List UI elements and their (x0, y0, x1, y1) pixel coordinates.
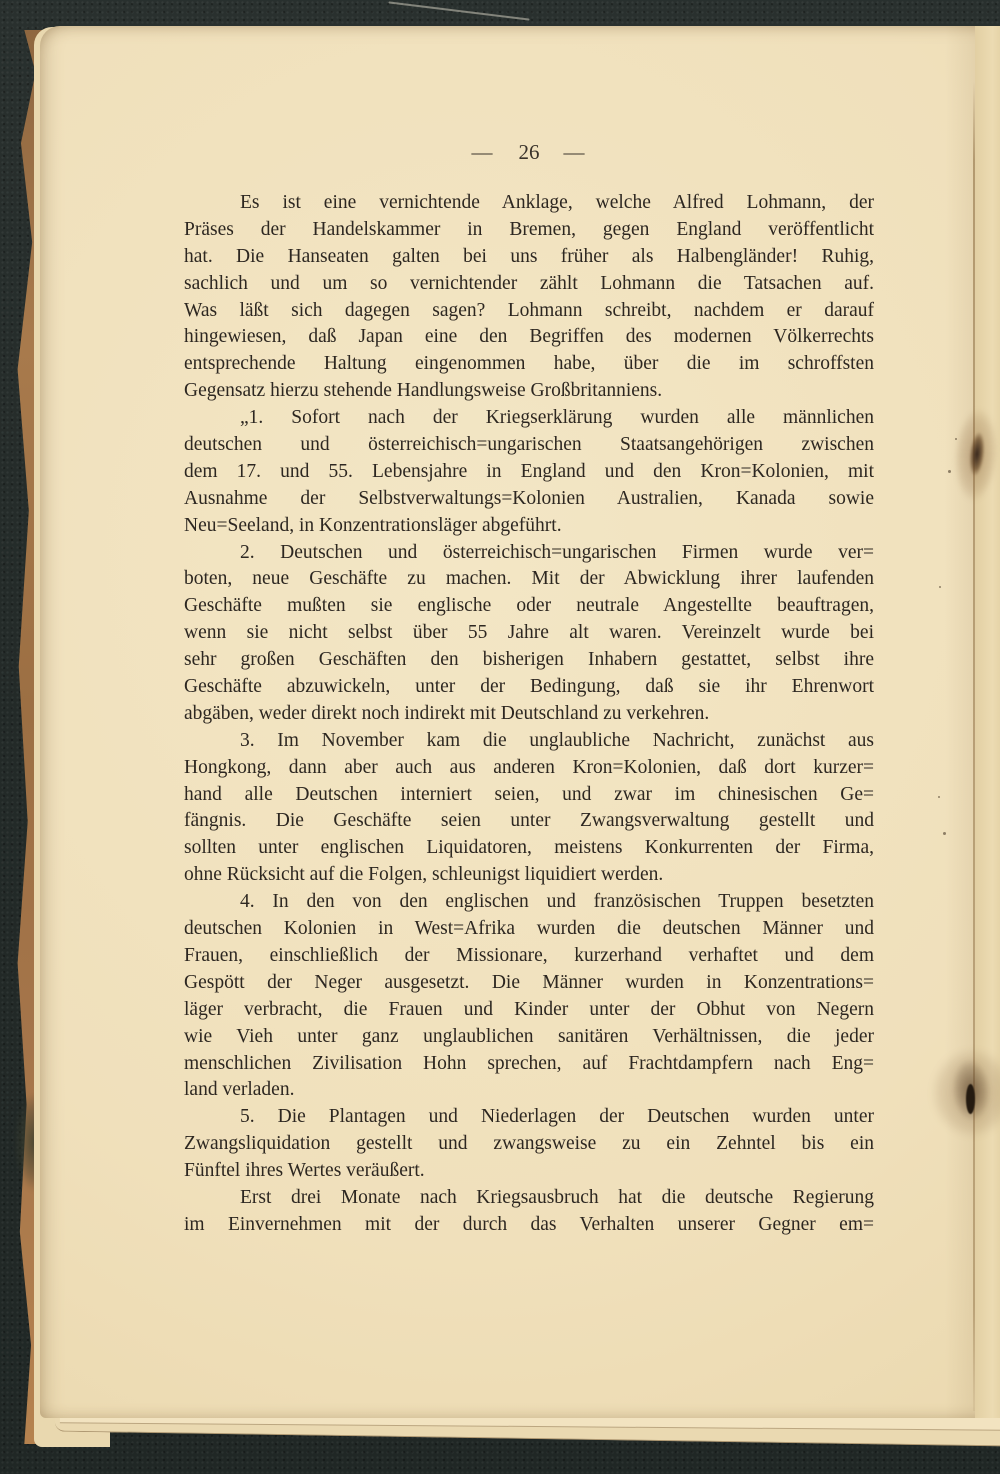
ink-stain (966, 1084, 975, 1114)
text-line: sachlich und um so vernichtender zählt Lohmann die Tatsachen auf. (184, 272, 874, 294)
text-line: Frauen, einschließlich der Missionare, kurzerhand verhaftet und dem (184, 944, 874, 966)
page-header (184, 140, 874, 165)
text-line: boten, neue Geschäfte zu machen. Mit der Abwicklung ihrer laufenden (184, 568, 874, 590)
text-line: hat. Die Hanseaten galten bei uns früher als Halbengländer! Ruhig, (184, 245, 874, 267)
dust-speck (938, 796, 940, 798)
text-line: Was läßt sich dagegen sagen? Lohmann schreibt, nachdem er darauf (184, 299, 874, 321)
text-line: entsprechende Haltung eingenommen habe, über die im schroffsten (184, 353, 874, 375)
text-line: abgäben, weder direkt noch indirekt mit Deutschland zu verkehren. (184, 702, 710, 724)
text-line: fängnis. Die Geschäfte seien unter Zwangsverwaltung gestellt und (184, 810, 874, 832)
text-line: 2. Deutschen und österreichisch=ungarischen Firmen wurde ver= (240, 541, 874, 563)
gutter-shading (945, 26, 975, 1418)
book-page (40, 26, 1000, 1418)
page-gutter-strip (975, 26, 1000, 1418)
dust-speck (948, 470, 951, 473)
text-line: Hongkong, dann aber auch aus anderen Kron=Kolonien, daß dort kurzer= (184, 756, 874, 778)
text-line: ohne Rücksicht auf die Folgen, schleunigst liquidiert werden. (184, 864, 664, 886)
text-line: sehr großen Geschäften den bisherigen Inhabern gestattet, selbst ihre (184, 649, 874, 671)
dust-speck (955, 438, 957, 440)
text-line: sollten unter englischen Liquidatoren, meistens Konkurrenten der Firma, (184, 837, 874, 859)
dust-speck (939, 586, 941, 588)
text-line: hand alle Deutschen interniert seien, und zwar im chinesischen Ge= (184, 783, 874, 805)
text-line: Geschäfte abzuwickeln, unter der Bedingung, daß sie ihr Ehrenwort (184, 676, 874, 698)
text-line: Es ist eine vernichtende Anklage, welche Alfred Lohmann, der (240, 192, 874, 213)
header-dash: — (471, 140, 495, 164)
text-line: läger verbracht, die Frauen und Kinder unter der Obhut von Negern (184, 998, 874, 1020)
text-line: 5. Die Plantagen und Niederlagen der Deutschen wurden unter (240, 1106, 874, 1128)
text-line: 4. In den von den englischen und französischen Truppen besetzten (240, 891, 874, 913)
header-dash: — (563, 140, 587, 164)
text-line: dem 17. und 55. Lebensjahre in England und den Kron=Kolonien, mit (184, 460, 874, 482)
text-line: wie Vieh unter ganz unglaublichen sanitären Verhältnissen, die jeder (184, 1025, 874, 1047)
text-line: Neu=Seeland, in Konzentrationsläger abgeführt. (184, 514, 562, 536)
text-line: „1. Sofort nach der Kriegserklärung wurden alle männlichen (240, 407, 874, 429)
text-line: Erst drei Monate nach Kriegsausbruch hat die deutsche Regierung (240, 1186, 874, 1208)
text-line: Gespött der Neger ausgesetzt. Die Männer wurden in Konzentrations= (184, 971, 874, 993)
body-text (184, 190, 874, 1239)
text-line: Zwangsliquidation gestellt und zwangsweise zu ein Zehntel bis ein (184, 1133, 874, 1155)
text-line: 3. Im November kam die unglaubliche Nachricht, zunächst aus (240, 729, 874, 751)
text-line: Gegensatz hierzu stehende Handlungsweise Großbritanniens. (184, 380, 663, 402)
text-line: land verladen. (184, 1079, 295, 1101)
text-line: deutschen und österreichisch=ungarischen Staatsangehörigen zwischen (184, 434, 874, 456)
text-line: Präses der Handelskammer in Bremen, gegen England veröffentlicht (184, 218, 874, 240)
text-line: deutschen Kolonien in West=Afrika wurden die deutschen Männer und (184, 918, 874, 940)
text-line: menschlichen Zivilisation Hohn sprechen, auf Frachtdampfern nach Eng= (184, 1052, 874, 1074)
page-crease (973, 81, 975, 1411)
text-line: wenn sie nicht selbst über 55 Jahre alt waren. Vereinzelt wurde bei (184, 622, 874, 644)
dust-fiber (388, 1, 529, 20)
text-line: Ausnahme der Selbstverwaltungs=Kolonien Australien, Kanada sowie (184, 487, 874, 509)
dust-speck (943, 832, 946, 835)
page-number: 26 (518, 140, 540, 164)
text-line: hingewiesen, daß Japan eine den Begriffen des modernen Völkerrechts (184, 326, 874, 348)
text-line: Fünftel ihres Wertes veräußert. (184, 1160, 425, 1182)
text-line: im Einvernehmen mit der durch das Verhalten unserer Gegner em= (184, 1213, 874, 1235)
text-line: Geschäfte mußten sie englische oder neutrale Angestellte beauftragen, (184, 595, 874, 617)
